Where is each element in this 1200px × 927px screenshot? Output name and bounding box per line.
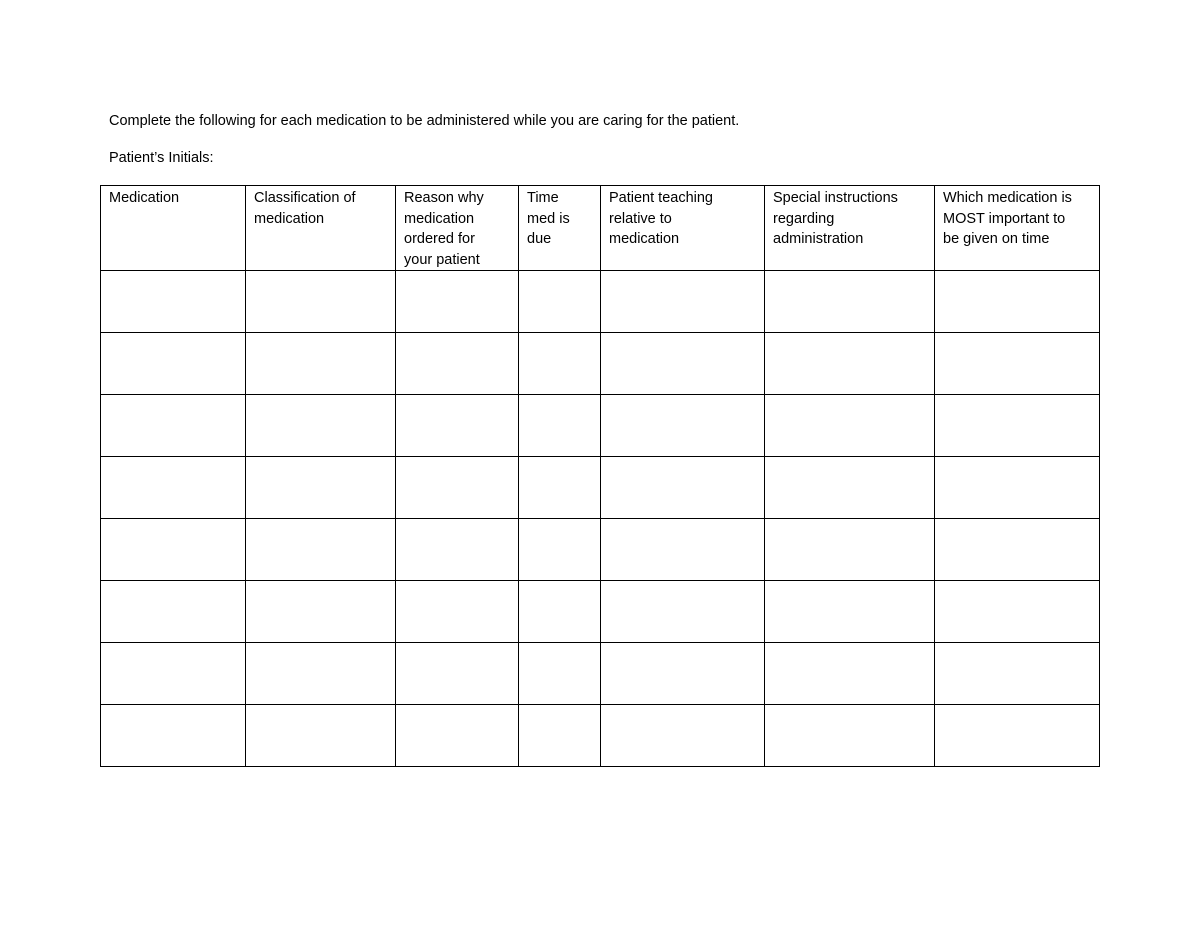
table-cell[interactable]: [601, 457, 765, 519]
header-classification: [246, 186, 396, 271]
table-row: [101, 333, 1100, 395]
header-label: Time med is due: [527, 190, 570, 247]
table-cell[interactable]: [765, 643, 935, 705]
table-cell[interactable]: [101, 581, 246, 643]
table-cell[interactable]: [935, 333, 1100, 395]
header-medication: [101, 186, 246, 271]
table-cell[interactable]: [765, 395, 935, 457]
table-row: [101, 643, 1100, 705]
table-cell[interactable]: [765, 271, 935, 333]
table-cell[interactable]: [765, 519, 935, 581]
table-cell[interactable]: [519, 519, 601, 581]
header-patient-teaching: [601, 186, 765, 271]
table-cell[interactable]: [396, 643, 519, 705]
table-cell[interactable]: [101, 643, 246, 705]
table-cell[interactable]: [765, 581, 935, 643]
table-row: [101, 395, 1100, 457]
table-cell[interactable]: [601, 643, 765, 705]
table-cell[interactable]: [601, 581, 765, 643]
table-row: [101, 457, 1100, 519]
table-cell[interactable]: [396, 581, 519, 643]
header-label: Which medication is MOST important to be given on time: [943, 190, 1072, 247]
table-row: [101, 705, 1100, 767]
table-cell[interactable]: [519, 395, 601, 457]
table-row: [101, 271, 1100, 333]
table-cell[interactable]: [765, 705, 935, 767]
table-cell[interactable]: [246, 333, 396, 395]
table-cell[interactable]: [246, 705, 396, 767]
table-cell[interactable]: [935, 643, 1100, 705]
table-cell[interactable]: [935, 395, 1100, 457]
table-cell[interactable]: [519, 643, 601, 705]
table-cell[interactable]: [765, 457, 935, 519]
table-cell[interactable]: [396, 333, 519, 395]
table-cell[interactable]: [519, 581, 601, 643]
table-cell[interactable]: [935, 519, 1100, 581]
medication-table: [100, 185, 1100, 767]
table-cell[interactable]: [246, 457, 396, 519]
header-label: Medication: [109, 190, 180, 206]
table-cell[interactable]: [101, 519, 246, 581]
table-cell[interactable]: [101, 705, 246, 767]
table-cell[interactable]: [519, 271, 601, 333]
table-cell[interactable]: [101, 271, 246, 333]
header-time-due: [519, 186, 601, 271]
table-cell[interactable]: [935, 581, 1100, 643]
table-cell[interactable]: [101, 395, 246, 457]
header-label: Patient teaching relative to medication: [609, 190, 713, 247]
table-cell[interactable]: [101, 333, 246, 395]
table-cell[interactable]: [601, 705, 765, 767]
table-cell[interactable]: [396, 271, 519, 333]
table-cell[interactable]: [601, 519, 765, 581]
table-cell[interactable]: [519, 333, 601, 395]
patient-initials-label: Patient’s Initials:: [109, 150, 214, 166]
table-cell[interactable]: [246, 519, 396, 581]
table-body: [101, 271, 1100, 767]
table-cell[interactable]: [246, 643, 396, 705]
header-most-important: [935, 186, 1100, 271]
table-cell[interactable]: [601, 395, 765, 457]
table-cell[interactable]: [519, 457, 601, 519]
table-cell[interactable]: [519, 705, 601, 767]
table-cell[interactable]: [765, 333, 935, 395]
table-cell[interactable]: [396, 395, 519, 457]
table-cell[interactable]: [246, 395, 396, 457]
table-cell[interactable]: [396, 457, 519, 519]
header-label: Special instructions regarding administration: [773, 190, 898, 247]
table-row: [101, 581, 1100, 643]
table-row: [101, 519, 1100, 581]
header-reason: [396, 186, 519, 271]
header-label: Classification of medication: [254, 190, 356, 227]
table-cell[interactable]: [935, 457, 1100, 519]
table-cell[interactable]: [246, 271, 396, 333]
table-cell[interactable]: [935, 705, 1100, 767]
table-cell[interactable]: [935, 271, 1100, 333]
table-cell[interactable]: [601, 333, 765, 395]
table-header-row: [101, 186, 1100, 271]
table-cell[interactable]: [601, 271, 765, 333]
table-cell[interactable]: [396, 519, 519, 581]
header-label: Reason why medication ordered for your patient: [404, 190, 484, 268]
table-cell[interactable]: [101, 457, 246, 519]
header-special-instructions: [765, 186, 935, 271]
table-cell[interactable]: [246, 581, 396, 643]
table-cell[interactable]: [396, 705, 519, 767]
instructions-text: Complete the following for each medication to be administered while you are caring for the patient.: [109, 113, 740, 129]
